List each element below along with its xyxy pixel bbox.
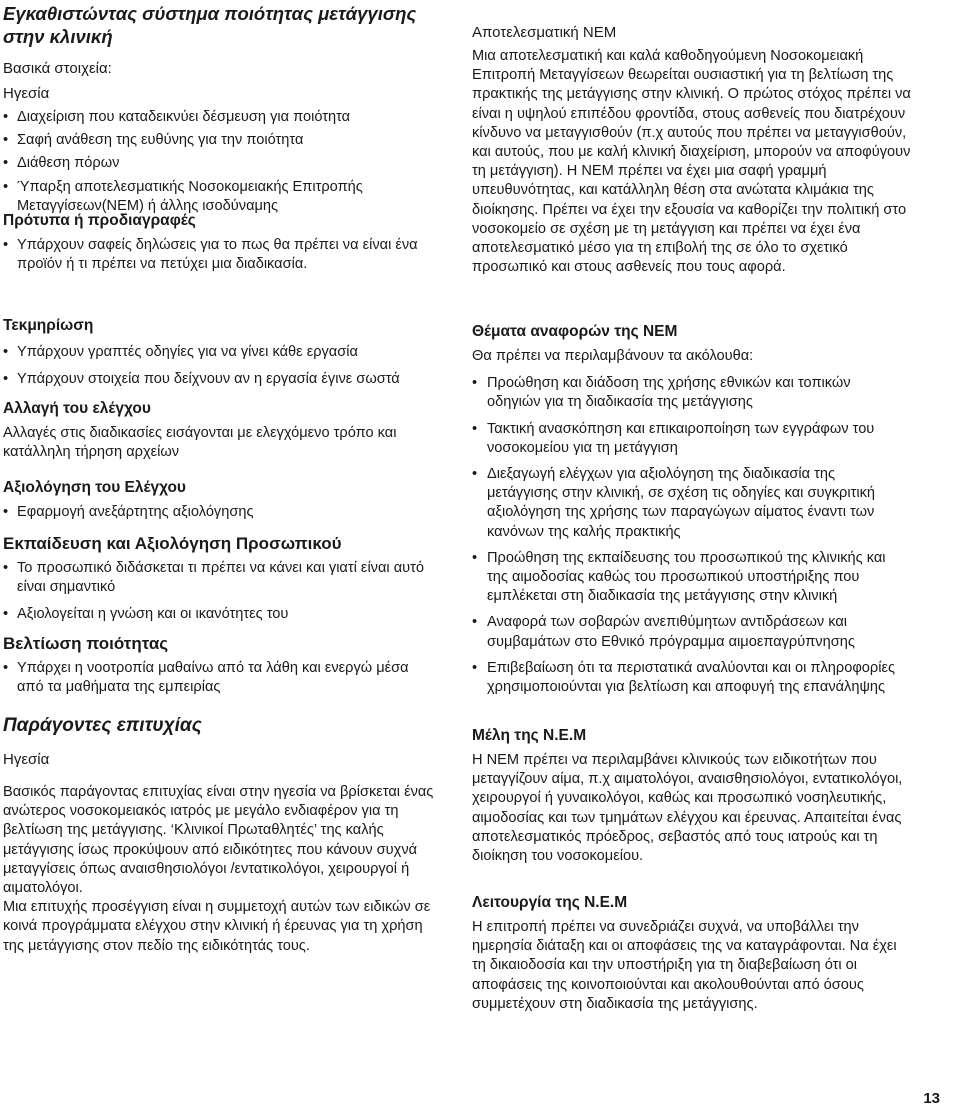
standards-heading: Πρότυπα ή προδιαγραφές (3, 212, 196, 229)
leadership-list (3, 108, 403, 216)
leadership-heading: Ηγεσία (3, 85, 50, 102)
list-item: • Το προσωπικό διδάσκεται τι πρέπει να κάνει και γιατί είναι αυτό είναι σημαντικό (3, 559, 443, 597)
documentation-list (3, 343, 443, 389)
page-title: Εγκαθιστώντας σύστημα ποιότητας μετάγγισης στην κλινική (3, 3, 417, 47)
basics-label: Βασικά στοιχεία: (3, 60, 112, 77)
list-item: • Υπάρχουν σαφείς δηλώσεις για το πως θα πρέπει να είναι ένα προϊόν ή τι πρέπει να πετύχει μια διαδικασία. (3, 236, 433, 274)
list-item: • Προώθηση και διάδοση της χρήσης εθνικών και τοπικών οδηγιών για τη διαδικασία της μετάγγισης (472, 374, 902, 412)
list-item: • Επιβεβαίωση ότι τα περιστατικά αναλύονται και οι πληροφορίες χρησιμοποιούνται για βελτίωση και αποφυγή της επανάληψης (472, 659, 902, 697)
list-item: • Υπάρχει η νοοτροπία μαθαίνω από τα λάθη και ενεργώ μέσα από τα μαθήματα της εμπειρίας (3, 659, 423, 697)
reports-list (472, 374, 902, 697)
operation-heading: Λειτουργία της Ν.Ε.Μ (472, 894, 628, 911)
list-item: • Διεξαγωγή ελέγχων για αξιολόγηση της διαδικασία της μετάγγισης στην κλινική, σε σχέση τις οδηγίες και συγκριτική αξιολόγηση της χρήσης των παραγώγων αίματος έναντι των κανόνων της καλής πρακτικής (472, 465, 902, 542)
standards-list (3, 236, 433, 274)
eval-heading: Αξιολόγηση του Ελέγχου (3, 479, 186, 496)
change-text: Αλλαγές στις διαδικασίες εισάγονται με ελεγχόμενο τρόπο και κατάλληλη τήρηση αρχείων (3, 425, 397, 461)
list-item: • Προώθηση της εκπαίδευσης του προσωπικού της κλινικής και της αιμοδοσίας καθώς του προσωπικού υποστήριξης που εμπλέκεται στη διαδικασία της μετάγγισης στην κλινική (472, 549, 902, 607)
effective-text: Μια αποτελεσματική και καλά καθοδηγούμενη Νοσοκομειακή Επιτροπή Μεταγγίσεων θεωρείται ουσιαστική για τη βελτίωση της πρακτικής της μετάγγισης στην κλινική. Ο πρώτος στόχος πρέπει να είναι η υψηλού επιπέδου φροντίδα, στους ασθενείς που διατρέχουν κίνδυνο να μεταγγισθούν (π.χ αυτούς που πρέπει να μεταγγισθούν, και αυτούς, που με καλή κλινική διαχείριση, μπορούν να αποφύγουν τη μετάγγιση). Η ΝΕΜ πρέπει να έχει μια σαφή γραμμή υπευθυνότητας, και κατάλληλη θέση στα ανώτατα κλιμάκια της διοίκησης. Πρέπει να έχει την εξουσία να καθορίζει την πολιτική στο νοσοκομείο σε σχέση με τη μετάγγιση και πρέπει να έχει ένα αποτελεσματικό μέσο για τη επιβολή της σε όλο το σχετικό προσωπικό και στους ασθενείς που τους αφορά. (472, 48, 911, 276)
documentation-heading: Τεκμηρίωση (3, 317, 94, 334)
list-item: • Αναφορά των σοβαρών ανεπιθύμητων αντιδράσεων και συμβαμάτων στο Εθνικό πρόγραμμα αιμοεπαγρύπνησης (472, 613, 902, 651)
training-heading: Εκπαίδευση και Αξιολόγηση Προσωπικού (3, 534, 342, 553)
training-list (3, 559, 443, 625)
list-item: • Τακτική ανασκόπηση και επικαιροποίηση των εγγράφων του νοσοκομείου για τη μετάγγιση (472, 420, 902, 458)
list-item: • Αξιολογείται η γνώση και οι ικανότητες του (3, 605, 443, 624)
list-item: • Διάθεση πόρων (3, 154, 403, 173)
list-item: • Υπάρχουν στοιχεία που δείχνουν αν η εργασία έγινε σωστά (3, 370, 443, 389)
operation-text: Η επιτροπή πρέπει να συνεδριάζει συχνά, να υποβάλλει την ημερησία διάταξη και οι αποφάσεις της να καταγράφονται. Να έχει τη δικαιοδοσία και την υποστήριξη για τη διαβεβαίωση ότι οι αποφάσεις της κοινοποιούνται και ακολουθούνται από όσους συμμετέχουν στη διαδικασία της μετάγγισης. (472, 919, 897, 1012)
success-paragraph-1: Βασικός παράγοντας επιτυχίας είναι στην ηγεσία να βρίσκεται ένας ανώτερος νοσοκομειακός ιατρός με μεγάλο ενδιαφέρον για τη βελτίωση της μετάγγισης. ‘Κλινικοί Πρωταθλητές’ της καλής μετάγγισης ίσως προκύψουν από ειδικότητες που κάνουν συχνά μεταγγίσεις όπως αναισθησιολόγοι /εντατικολόγοι, χειρουργοί ή αιματολόγοι. (3, 784, 434, 897)
success-heading: Παράγοντες επιτυχίας (3, 715, 202, 736)
list-item: • Διαχείριση που καταδεικνύει δέσμευση για ποιότητα (3, 108, 403, 127)
eval-list (3, 503, 443, 522)
members-heading: Μέλη της Ν.Ε.Μ (472, 727, 587, 744)
list-item: • Σαφή ανάθεση της ευθύνης για την ποιότητα (3, 131, 403, 150)
success-subheading: Ηγεσία (3, 751, 50, 768)
improve-heading: Βελτίωση ποιότητας (3, 634, 169, 653)
success-paragraph-2: Μια επιτυχής προσέγγιση είναι η συμμετοχή αυτών των ειδικών σε κοινά προγράμματα ελέγχου στην κλινική ή έρευνας για τη χρήση της μετάγγισης στον πεδίο της ειδικότητάς τους. (3, 899, 431, 954)
effective-heading: Αποτελεσματική ΝΕΜ (472, 24, 617, 41)
page-number: 13 (923, 1090, 940, 1107)
members-text: Η ΝΕΜ πρέπει να περιλαμβάνει κλινικούς των ειδικοτήτων που μεταγγίζουν αίμα, π.χ αιματολόγοι, αναισθησιολόγοι, εντατικολόγοι, χειρουργοί ή γυναικολόγοι, καθώς και προσωπικό νοσηλευτικής, αιμοδοσίας και των τμημάτων ελέγχου και έρευνας. Απαιτείται ένας αποτελεσματικός πρόεδρος, σεβαστός από τους ιατρούς και τη διοίκηση του νοσοκομείου. (472, 752, 903, 865)
list-item: • Εφαρμογή ανεξάρτητης αξιολόγησης (3, 503, 443, 522)
list-item: • Υπάρχουν γραπτές οδηγίες για να γίνει κάθε εργασία (3, 343, 443, 362)
change-heading: Αλλαγή του ελέγχου (3, 400, 151, 417)
reports-heading: Θέματα αναφορών της ΝΕΜ (472, 323, 678, 340)
list-item: • Ύπαρξη αποτελεσματικής Νοσοκομειακής Επιτροπής Μεταγγίσεων(ΝΕΜ) ή άλλης ισοδύναμης (3, 178, 403, 216)
improve-list (3, 659, 423, 697)
reports-intro: Θα πρέπει να περιλαμβάνουν τα ακόλουθα: (472, 348, 754, 364)
